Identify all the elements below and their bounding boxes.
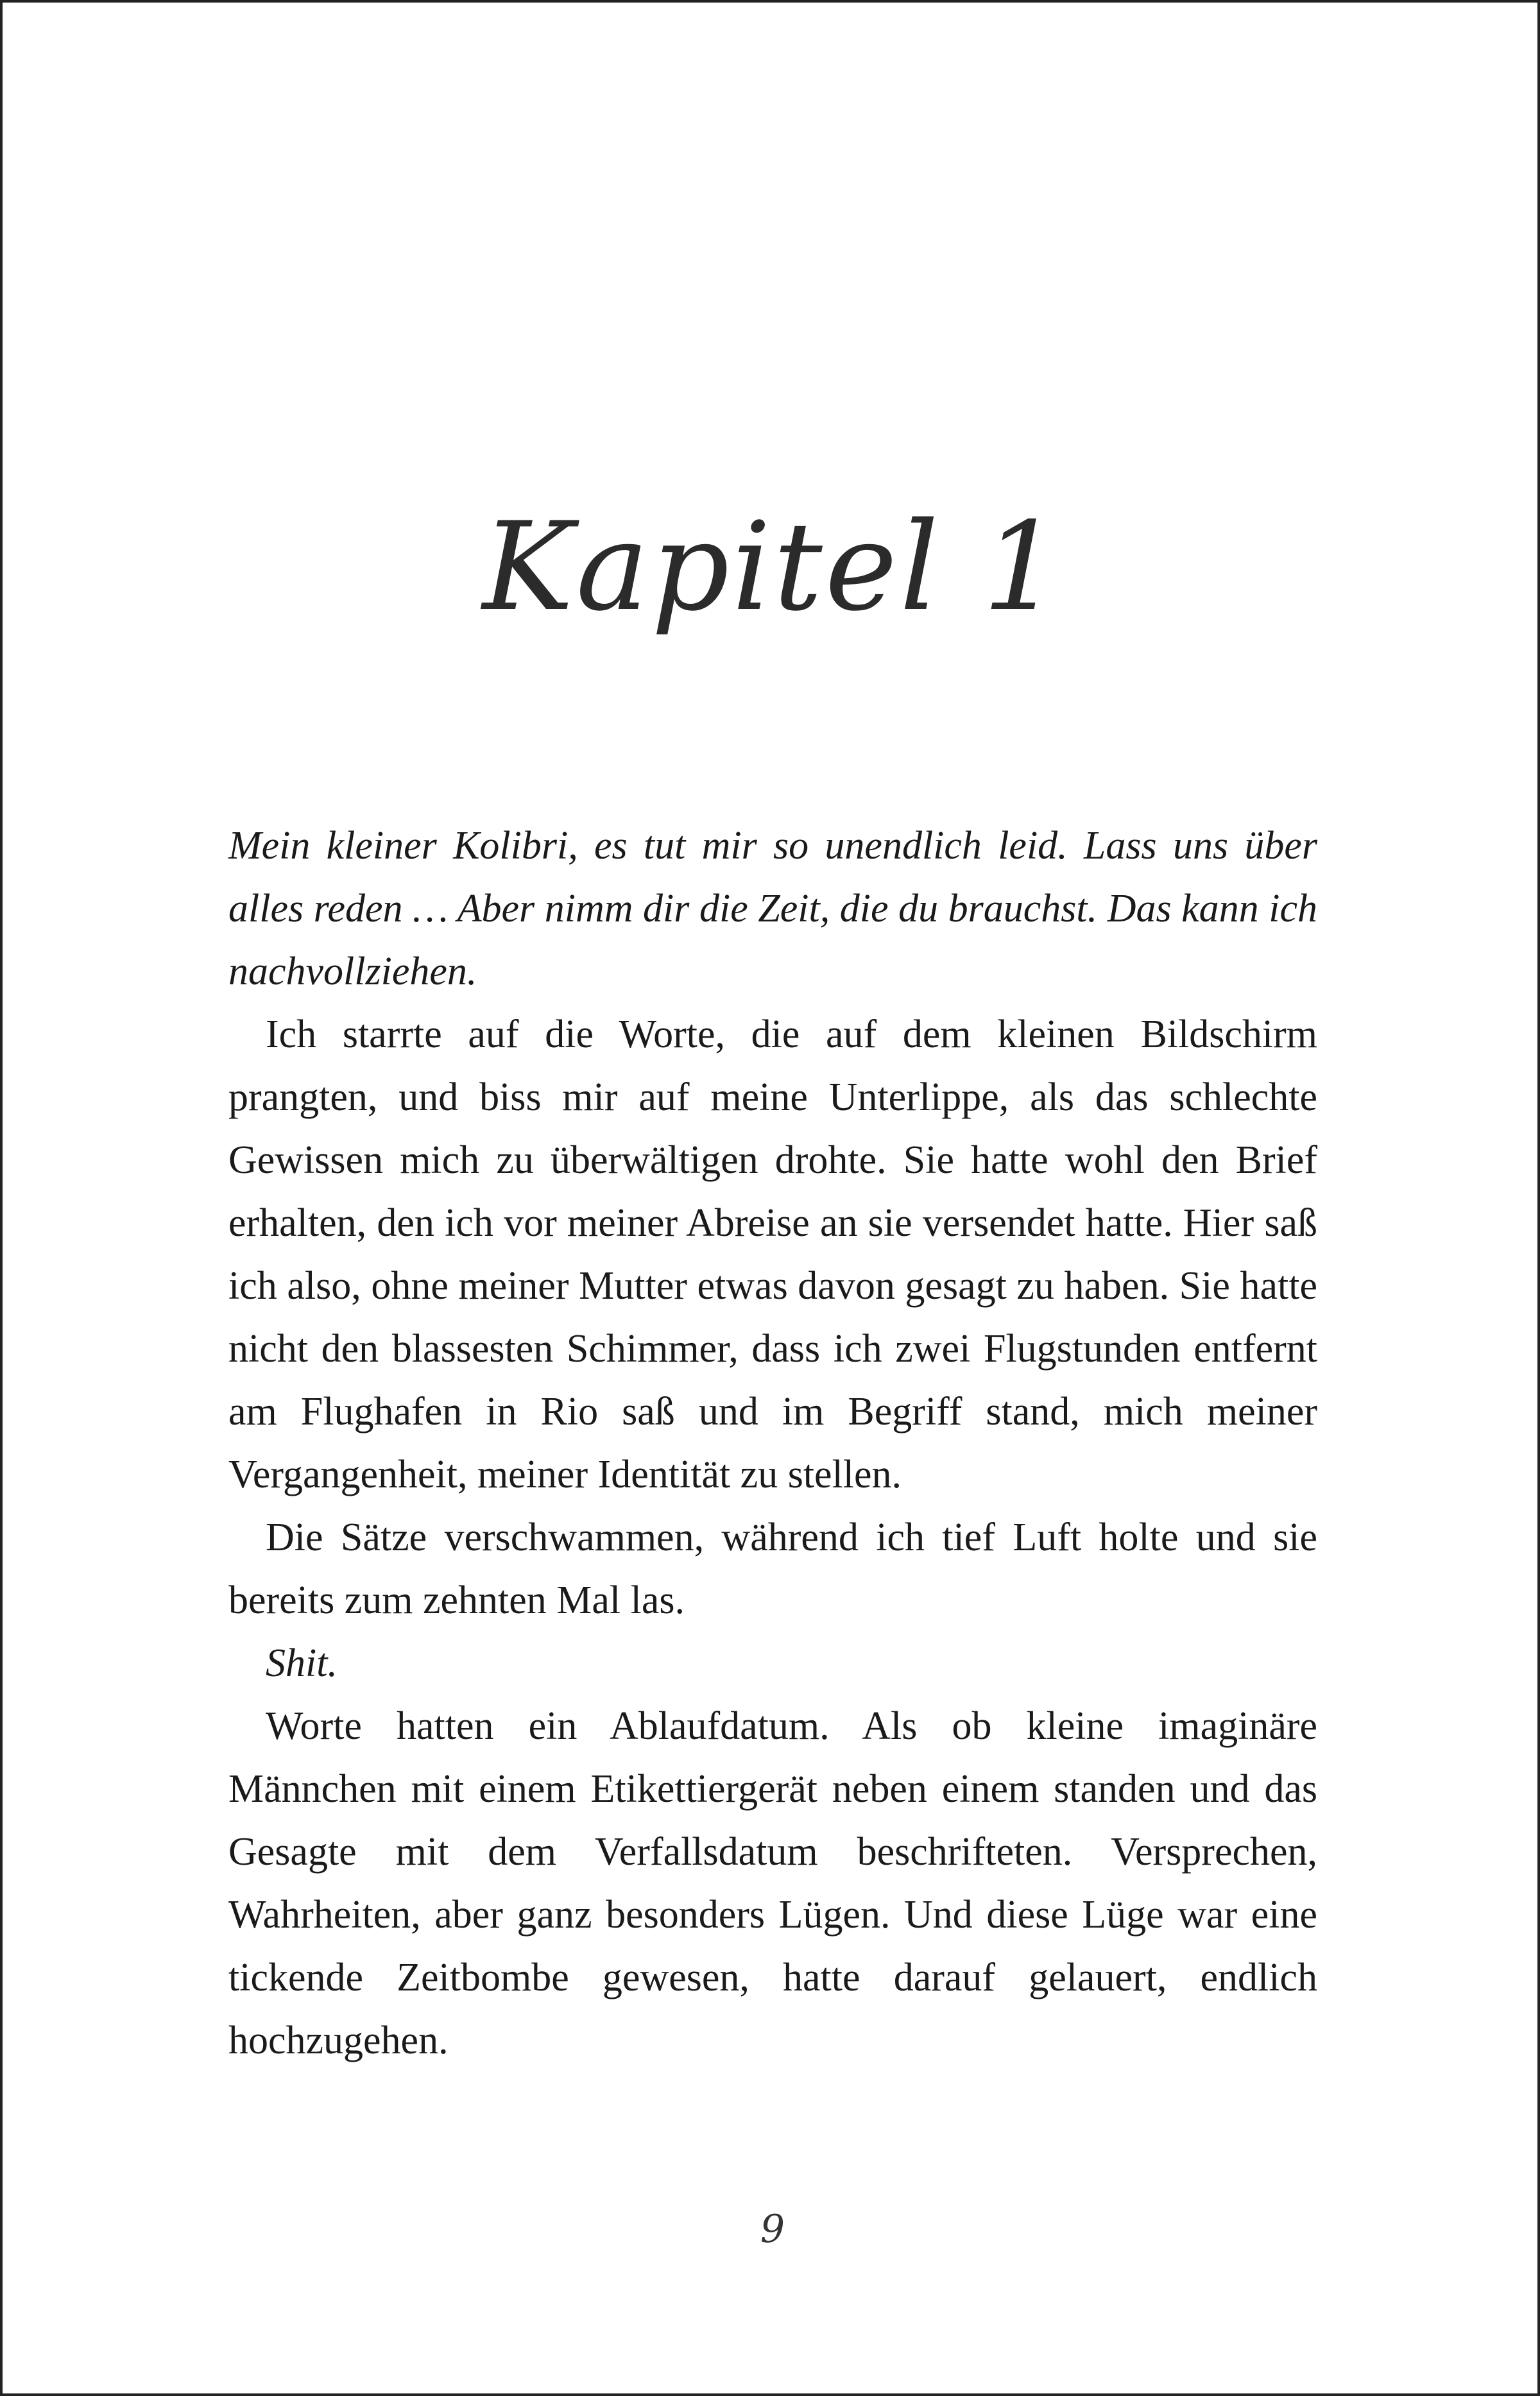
chapter-title: Kapitel 1 <box>482 496 1063 638</box>
page-number: 9 <box>760 2207 785 2252</box>
paragraph-body: Die Sätze verschwammen, während ich tief Luft holte und sie bereits zum zehnten Mal las. <box>228 1516 1317 1622</box>
chapter-body <box>228 814 1317 2072</box>
paragraph-opening-message: Mein kleiner Kolibri, es tut mir so unendlich leid. Lass uns über alles reden … Aber nimm dir die Zeit, die du brauchst. Das kann ich nachvollziehen. <box>228 824 1317 993</box>
paragraph-body: Ich starrte auf die Worte, die auf dem kleinen Bildschirm prangten, und biss mir auf meine Unterlippe, als das schlechte Gewissen mich zu überwältigen drohte. Sie hatte wohl den Brief erhalten, den ich vor meiner Abreise an sie versendet hatte. Hier saß ich also, ohne meiner Mutter etwas davon gesagt zu haben. Sie hatte nicht den blassesten Schimmer, dass ich zwei Flugstunden entfernt am Flughafen in Rio saß und im Begriff stand, mich meiner Vergangenheit, meiner Identität zu stellen. <box>228 1013 1317 1496</box>
paragraph-body: Worte hatten ein Ablaufdatum. Als ob kleine imaginäre Männchen mit einem Etikettiergerät neben einem standen und das Gesagte mit dem Verfallsdatum beschrifteten. Versprechen, Wahrheiten, aber ganz besonders Lügen. Und diese Lüge war eine tickende Zeitbombe gewesen, hatte darauf gelauert, endlich hochzugehen. <box>228 1704 1317 2062</box>
paragraph-exclamation: Shit. <box>266 1641 338 1685</box>
